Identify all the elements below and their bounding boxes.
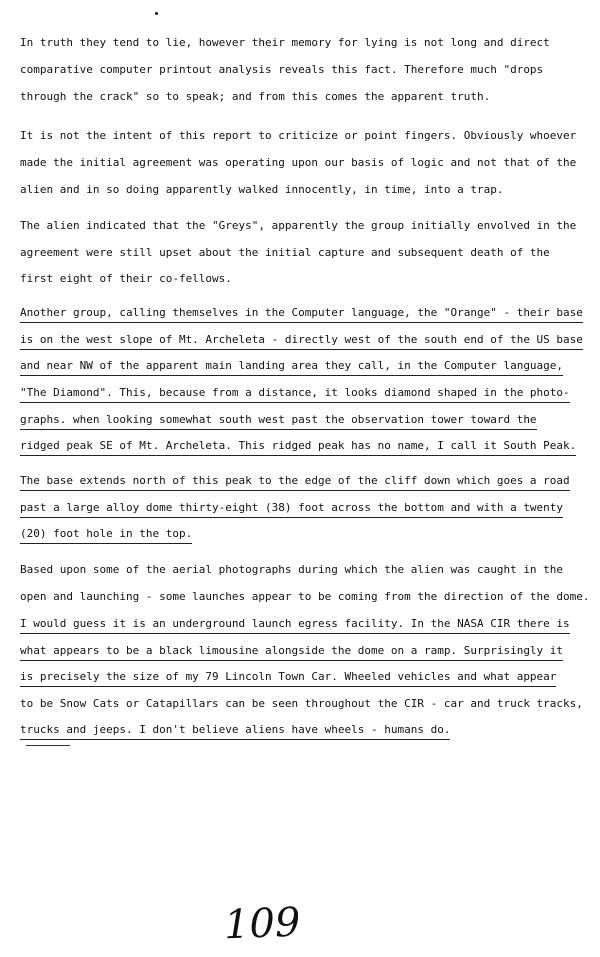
underlined-text-line: I would guess it is an underground launch egress facility. In the NASA CIR there is [20, 617, 570, 634]
underlined-text-line: is precisely the size of my 79 Lincoln Town Car. Wheeled vehicles and what appear [20, 670, 556, 687]
underlined-text-line: "The Diamond". This, because from a distance, it looks diamond shaped in the photo- [20, 386, 570, 403]
page-number: 109 [223, 899, 302, 949]
underlined-text-line: ridged peak SE of Mt. Archeleta. This ridged peak has no name, I call it South Peak. [20, 439, 576, 456]
text-line: first eight of their co-fellows. [20, 272, 232, 285]
text-line: It is not the intent of this report to criticize or point fingers. Obviously whoever [20, 129, 577, 142]
underlined-text-line: The base extends north of this peak to the edge of the cliff down which goes a road [20, 474, 570, 491]
text-line: The alien indicated that the "Greys", apparently the group initially envolved in the [20, 219, 577, 232]
text-line: alien and in so doing apparently walked innocently, in time, into a trap. [20, 183, 504, 196]
text-line: through the crack" so to speak; and from this comes the apparent truth. [20, 90, 491, 103]
underlined-text-line: is on the west slope of Mt. Archeleta - directly west of the south end of the US base [20, 333, 583, 350]
underlined-text-line: past a large alloy dome thirty-eight (38) foot across the bottom and with a twenty [20, 501, 563, 518]
text-line: open and launching - some launches appear to be coming from the direction of the dome. [20, 590, 590, 603]
text-line: Based upon some of the aerial photographs during which the alien was caught in the [20, 563, 564, 576]
underlined-text-line: Another group, calling themselves in the Computer language, the "Orange" - their base [20, 306, 583, 323]
text-line: In truth they tend to lie, however their memory for lying is not long and direct [20, 36, 550, 49]
text-line: to be Snow Cats or Catapillars can be seen throughout the CIR - car and truck tracks, [20, 697, 583, 710]
margin-stroke [26, 745, 70, 746]
underlined-text-line: trucks and jeeps. I don't believe aliens have wheels - humans do. [20, 723, 450, 740]
underlined-text-line: graphs. when looking somewhat south west past the observation tower toward the [20, 413, 537, 430]
underlined-text-line: and near NW of the apparent main landing area they call, in the Computer language, [20, 359, 563, 376]
text-line: agreement were still upset about the initial capture and subsequent death of the [20, 246, 550, 259]
stray-mark [155, 12, 158, 15]
text-line: made the initial agreement was operating upon our basis of logic and not that of the [20, 156, 577, 169]
underlined-text-line: (20) foot hole in the top. [20, 527, 192, 544]
text-line: comparative computer printout analysis reveals this fact. Therefore much "drops [20, 63, 544, 76]
underlined-text-line: what appears to be a black limousine alongside the dome on a ramp. Surprisingly it [20, 644, 563, 661]
